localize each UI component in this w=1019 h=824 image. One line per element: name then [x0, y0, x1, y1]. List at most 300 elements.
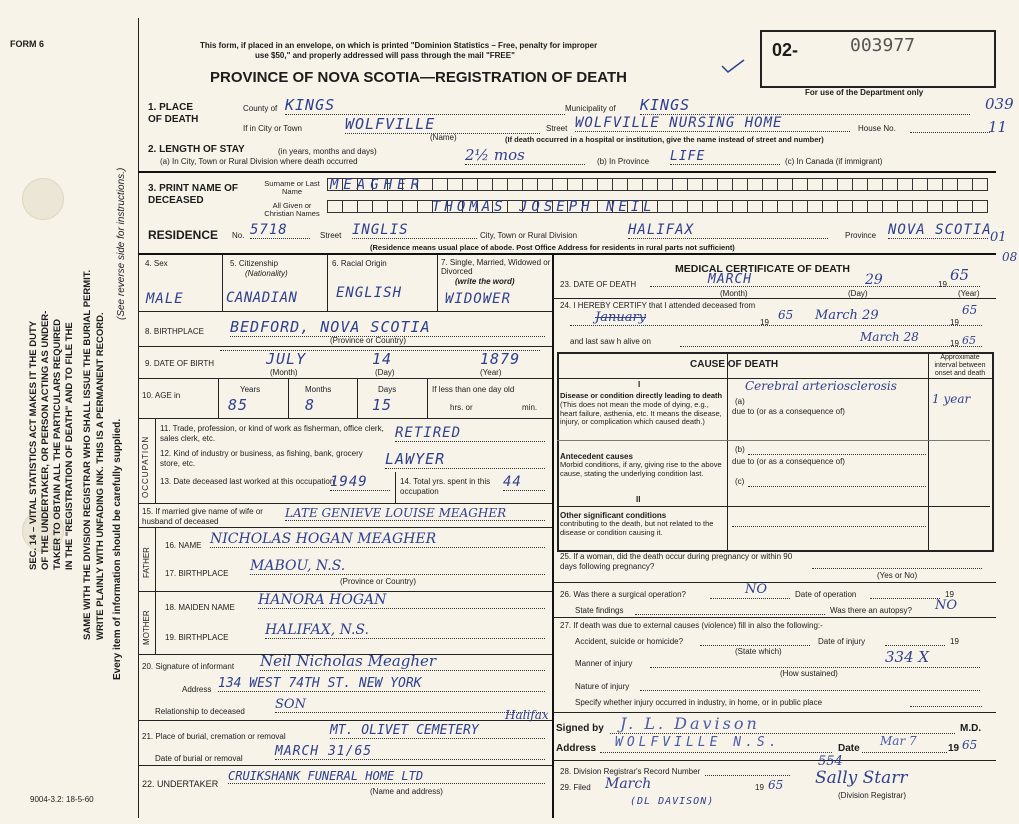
- grid-cell: [688, 200, 703, 213]
- residence-city-value: HALIFAX: [628, 222, 828, 239]
- grid-cell: [793, 200, 808, 213]
- burial-place-value: MT. OLIVET CEMETERY: [330, 723, 545, 739]
- grid-cell: [763, 178, 778, 191]
- certify-to-year: 65: [962, 303, 978, 317]
- age-months-label: Months: [305, 385, 332, 394]
- grid-cell: [823, 200, 838, 213]
- cod-a-value: Cerebral arteriosclerosis: [745, 379, 897, 393]
- grid-cell: [448, 178, 463, 191]
- mother-name-value: HANORA HOGAN: [258, 592, 545, 609]
- informant-label: 20. Signature of informant: [142, 662, 235, 671]
- dob-day: 14: [372, 350, 393, 368]
- grid-cell: [598, 178, 613, 191]
- residence-no-label: No.: [232, 231, 245, 240]
- rule-after-26: [553, 617, 996, 618]
- grid-cell: [733, 178, 748, 191]
- accident-label: Accident, suicide or homicide?: [575, 637, 684, 646]
- certify-line-1: [570, 325, 982, 326]
- md-label: M.D.: [960, 723, 982, 734]
- side-text-6: WRITE PLAINLY WITH UNFADING INK. THIS IS A PERMANENT RECORD.: [95, 312, 106, 640]
- spouse-label: 15. If married give name of wife or husband of deceased: [142, 507, 263, 526]
- occupation-a14: 44: [503, 474, 545, 491]
- dept-code-2: 11: [988, 118, 1008, 136]
- cod-c-line: [748, 486, 926, 487]
- father-birthplace-sub: (Province or Country): [340, 577, 417, 586]
- dob-month: JULY: [266, 350, 307, 368]
- county-label: County of: [243, 104, 278, 113]
- occupation-side-divider: [155, 418, 156, 503]
- cod-antecedent-note: Morbid conditions, if any, giving rise to the above cause, stating the underlying condition last.: [560, 460, 722, 478]
- filed-year-prefix: 19: [755, 783, 764, 792]
- residence-label: RESIDENCE: [148, 228, 219, 242]
- side-text-1: SEC. 14 – VITAL STATISTICS ACT MAKES IT THE DUTY: [28, 320, 39, 570]
- specify-line: [910, 706, 982, 707]
- cod-due-to-1: due to (or as a consequence of): [732, 407, 845, 416]
- grid-cell: [418, 200, 433, 213]
- cod-antecedent-label: Antecedent causes: [560, 452, 633, 461]
- citizenship-sub: (Nationality): [245, 269, 288, 278]
- grid-cell: [868, 178, 883, 191]
- age-div-4: [427, 378, 428, 418]
- citizenship-label: 5. Citizenship: [230, 259, 279, 268]
- death-date-year: 65: [950, 266, 970, 284]
- record-number: 554: [818, 754, 843, 769]
- operation-year-prefix: 19: [945, 590, 954, 599]
- mother-side-divider: [155, 591, 156, 654]
- burial-date-value: MARCH 31/65: [275, 744, 545, 760]
- grid-cell: [778, 178, 793, 191]
- cod-rule-part2: [557, 506, 990, 507]
- autopsy-value: NO: [935, 598, 958, 613]
- surname-grid: [327, 178, 988, 191]
- mother-birthplace-label: 19. BIRTHPLACE: [165, 633, 229, 642]
- rule-after-14: [138, 503, 552, 504]
- rule-after-25: [553, 582, 996, 583]
- dob-year: 1879: [480, 350, 521, 368]
- racial-origin-value: ENGLISH: [336, 285, 403, 301]
- manner-label: Manner of injury: [575, 659, 633, 668]
- relationship-label: Relationship to deceased: [155, 707, 245, 716]
- death-registration-form: FORM 6 SEC. 14 – VITAL STATISTICS ACT MAKES IT THE DUTY OF THE UNDERTAKER, OR PERSON ACTING AS UNDER- TAKER TO OBTAIN ALL THE PARTICULARS REQUIRED IN THE "REGISTRATION OF DEATH" AND TO FILE THE SAME WITH THE DIVISION REGISTRAR WHO SHALL ISSUE THE BURIAL PERMIT. WRITE PLAINLY WITH UNFADING INK. THIS IS A PERMANENT RECORD. Every item of information should be carefully supplied. (See reverse side for instructions.) This form, if placed in an envelope, on which is printed "Dominion Statistics – Free, penalty for improper use $50," and properly addressed will pass through the mail "FREE" PROVINCE OF NOVA SCOTIA—REGISTRATION OF DEATH 02- 003977 For use of the Department only 039 11 01 08 1. PLACE OF DEATH County of KINGS Municipality of KINGS If in City or Town WOLFVILLE (Name) Street WOLFVILLE NURSING HOME House No. (If death occurred in a hospital or institution, give the name instead of street and number) 2. LENGTH OF STAY (in years, months and days) (a) In City, Town or Rural Division where death occurred 2½ mos (b) In Province LIFE (c) In Canada (if immigrant) 3. PRINT NAME OF DECEASED Surname or Last Name MEAGHER All Given or Christian Names THOMAS JOSEPH NEIL RESIDENCE No. 5718 Street INGLIS City, Town or Rural Division HALIFAX Province NOVA SCOTIA (Residence means usual place of abode. Post Office Address for residents in rural parts not sufficient) 4. Sex MALE 5. Citizenship (Nationality) CANADIAN 6. Racial Origin ENGLISH 7. Single, Married, Widowed or Divorced (write the word) WIDOWER 8. BIRTHPLACE BEDFORD, NOVA SCOTIA (Province or Country) 9. DATE OF BIRTH JULY 14 1879 (Month) (Day) (Year) 10. AGE in Years 85 Months 8 Days 15 If less than one day old hrs. or min. OCCUPATION 11. Trade, profession, or kind of work as fisherman, office clerk, sales clerk, etc. RETIRED 12. Kind of industry or business, as fishing, bank, grocery store, etc. LAWYER 13. Date deceased last worked at this occupation 1949 14. Total yrs. spent in this occupation 44 15. If married give name of wife or husband of deceased LATE GENIEVE LOUISE MEAGHER FATHER 16. NAME NICHOLAS HOGAN MEAGHER 17. BIRTHPLACE MABOU, N.S. (Province or Country) MOTHER 18. MAIDEN NAME HANORA HOGAN 19. BIRTHPLACE HALIFAX, N.S. 20. Signature of informant Neil Nicholas Meagher Address 134 WEST 74TH ST. NEW YORK Relationship to deceased SON 21. Place of burial, cremation or removal MT. OLIVET CEMETERY Halifax Date of burial or removal MARCH 31/65 22. UNDERTAKER CRUIKSHANK FUNERAL HOME LTD (Name and address) 9004-3.2: 18-5-60 MEDICAL CERTIFICATE OF DEATH 23. DATE OF DEATH MARCH 29 19 65 (Month) (Day) (Year) 24. I HEREBY CERTIFY that I attended deceased from January 19 65 March 29 19 65 and last saw h alive on March 28 19 65 CAUSE OF DEATH Approximate interval between onset and death I Disease or condition directly leading to death (This does not mean the mode of dying, e.g., heart failure, asthenia, etc. It means the disease, injury, or complication which caused death.) (a) Cerebral arteriosclerosis 1 year due to (or as a consequence of) (b) due to (or as a consequence of) (c) Antecedent causes Morbid conditions, if any, giving rise to the above cause, stating the underlying condition last. II Other significant conditions contributing to the death, but not related to the disease or condition causing it. 25. If a woman, did the death occur during pregnancy or within 90 days following pregnancy? (Yes or No) 26. Was there a surgical operation? NO Date of operation 19 State findings Was there an autopsy? NO 27. If death was due to external causes (violence) fill in also the following:- Accident, suicide or homicide? (State which) Date of injury 19 Manner of injury 334 X (How sustained) Nature of injury Specify whether injury occurred in industry, in home, or in public place Signed by J. L. Davison M.D. Address WOLFVILLE N.S. Date Mar 7 19 65 28. Division Registrar's Record Number 554 29. Filed March 19 65 Sally Starr (Division Registrar) (DL DAVISON): [0, 0, 1019, 824]
- surgery-line: [710, 598, 790, 599]
- manner-line: [650, 667, 980, 668]
- grid-cell: [838, 200, 853, 213]
- burial-place-note: Halifax: [505, 708, 549, 722]
- citizenship-value: CANADIAN: [226, 290, 298, 306]
- cod-disease-note: (This does not mean the mode of dying, e.g., heart failure, asthenia, etc. It means the disease, injury, or complication which caused death.): [560, 400, 722, 426]
- age-years-value: 85: [228, 396, 249, 414]
- occupation-q11: 11. Trade, profession, or kind of work as fisherman, office clerk, sales clerk, etc.: [160, 424, 384, 443]
- grid-cell: [943, 178, 958, 191]
- residence-city-label: City, Town or Rural Division: [480, 231, 578, 240]
- dob-month-label: (Month): [270, 368, 298, 377]
- record-number-line: [705, 775, 790, 776]
- grid-cell: [643, 178, 658, 191]
- cod-other-label: Other significant conditions: [560, 511, 667, 520]
- father-side-label: FATHER: [142, 547, 151, 578]
- rule-after-20: [138, 720, 552, 721]
- grid-cell: [433, 178, 448, 191]
- record-number-label: 28. Division Registrar's Record Number: [560, 767, 701, 776]
- birthplace-sub: (Province or Country): [330, 336, 407, 345]
- death-day-label: (Day): [848, 289, 868, 298]
- grid-cell: [883, 200, 898, 213]
- stay-a-value: 2½ mos: [465, 146, 585, 165]
- cod-other-line: [732, 526, 926, 527]
- age-div-3: [357, 378, 358, 418]
- residence-note: (Residence means usual place of abode. Post Office Address for residents in rural parts not sufficient): [370, 243, 735, 252]
- cod-b-label: (b): [735, 445, 745, 454]
- occupation-q14: 14. Total yrs. spent in this occupation: [400, 477, 491, 496]
- cod-part-2: II: [636, 495, 641, 504]
- surgery-value: NO: [745, 582, 768, 597]
- dob-year-label: (Year): [480, 368, 502, 377]
- grid-cell: [493, 178, 508, 191]
- grid-cell: [928, 178, 943, 191]
- operation-date-label: Date of operation: [795, 590, 857, 599]
- nature-label: Nature of injury: [575, 682, 630, 691]
- stay-c-label: (c) In Canada (if immigrant): [785, 157, 883, 166]
- nature-line: [640, 690, 980, 691]
- given-names-label: All Given or Christian Names: [264, 201, 320, 218]
- rule-after-27: [553, 712, 996, 713]
- form-title: PROVINCE OF NOVA SCOTIA—REGISTRATION OF DEATH: [210, 69, 627, 86]
- doctor-address-line: [600, 752, 832, 753]
- sex-value: MALE: [146, 291, 184, 307]
- given-names-grid: [327, 200, 988, 213]
- center-divider: [552, 253, 554, 818]
- grid-cell: [703, 200, 718, 213]
- cod-title: CAUSE OF DEATH: [690, 359, 779, 370]
- municipality-value: KINGS: [640, 96, 970, 115]
- given-names-value: THOMAS JOSEPH NEIL: [432, 199, 656, 215]
- grid-cell: [883, 178, 898, 191]
- mother-name-label: 18. MAIDEN NAME: [165, 603, 235, 612]
- grid-cell: [913, 178, 928, 191]
- rule-after-residence: [138, 253, 996, 255]
- cod-b-line: [748, 454, 926, 455]
- specify-label: Specify whether injury occurred in industry, in home, or in public place: [575, 698, 823, 707]
- residence-province-label: Province: [845, 231, 877, 240]
- grid-cell: [748, 200, 763, 213]
- county-value: KINGS: [285, 96, 565, 115]
- occupation-side-label: OCCUPATION: [141, 435, 150, 498]
- city-value: WOLFVILLE: [345, 115, 540, 134]
- age-months-value: 8: [305, 396, 316, 414]
- length-of-stay-sub: (in years, months and days): [278, 147, 377, 156]
- stay-b-label: (b) In Province: [597, 157, 650, 166]
- informant-address: 134 WEST 74TH ST. NEW YORK: [218, 676, 545, 692]
- grid-cell: [868, 200, 883, 213]
- registrar-signature: Sally Starr: [815, 768, 908, 788]
- certify-label: 24. I HEREBY CERTIFY that I attended deceased from: [560, 301, 756, 310]
- grid-cell: [703, 178, 718, 191]
- rule-after-15: [138, 527, 552, 528]
- injury-date-line: [885, 645, 945, 646]
- grid-cell: [403, 200, 418, 213]
- filed-value: March: [605, 776, 652, 792]
- death-year-label: (Year): [958, 289, 980, 298]
- grid-cell: [838, 178, 853, 191]
- check-mark-icon: [720, 58, 746, 74]
- rule-after-23: [553, 298, 996, 299]
- occupation-q13: 13. Date deceased last worked at this occupation: [160, 477, 335, 486]
- last-seen-label: and last saw h alive on: [570, 337, 651, 346]
- grid-cell: [778, 200, 793, 213]
- certify-to: March 29: [815, 308, 879, 323]
- rule-after-signed: [553, 760, 996, 761]
- grid-cell: [898, 178, 913, 191]
- surgery-q: 26. Was there a surgical operation?: [560, 590, 686, 599]
- findings-line: [635, 614, 825, 615]
- father-birthplace-value: MABOU, N.S.: [250, 558, 545, 575]
- father-name-label: 16. NAME: [165, 541, 202, 550]
- grid-cell: [913, 200, 928, 213]
- stay-b-value: LIFE: [670, 149, 780, 165]
- cod-part-1: I: [638, 380, 641, 389]
- doctor-date-label: Date: [838, 743, 860, 754]
- father-name-value: NICHOLAS HOGAN MEAGHER: [210, 531, 545, 548]
- side-text-2: OF THE UNDERTAKER, OR PERSON ACTING AS UNDER-: [40, 310, 51, 570]
- grid-cell: [523, 178, 538, 191]
- marital-value: WIDOWER: [445, 291, 512, 307]
- grid-cell: [763, 200, 778, 213]
- reg-number: 003977: [850, 35, 916, 56]
- death-date-month: MARCH: [708, 272, 753, 287]
- undertaker-value: CRUIKSHANK FUNERAL HOME LTD: [228, 769, 545, 784]
- grid-cell: [958, 178, 973, 191]
- mother-birthplace-value: HALIFAX, N.S.: [265, 622, 545, 639]
- how-sustained: (How sustained): [780, 669, 838, 678]
- racial-origin-label: 6. Racial Origin: [332, 259, 387, 268]
- grid-cell: [853, 178, 868, 191]
- dept-code-4: 08: [1002, 250, 1018, 264]
- surname-label: Surname or Last Name: [264, 179, 320, 196]
- residence-province-value: NOVA SCOTIA: [888, 222, 992, 238]
- grid-cell: [463, 178, 478, 191]
- cod-col-2: [928, 352, 929, 550]
- informant-address-label: Address: [182, 685, 212, 694]
- autopsy-label: Was there an autopsy?: [830, 606, 912, 615]
- age-days-value: 15: [372, 396, 393, 414]
- external-q: 27. If death was due to external causes (violence) fill in also the following:-: [560, 621, 823, 630]
- side-text-4: IN THE "REGISTRATION OF DEATH" AND TO FILE THE: [64, 322, 75, 570]
- grid-cell: [928, 200, 943, 213]
- rule-after-8: [138, 346, 552, 347]
- manner-code: 334 X: [885, 648, 930, 666]
- residence-street-value: INGLIS: [352, 222, 477, 239]
- length-of-stay-label: 2. LENGTH OF STAY: [148, 144, 245, 155]
- doctor-date-year: 65: [962, 738, 978, 752]
- registration-number-box: [760, 30, 996, 88]
- side-text-5: SAME WITH THE DIVISION REGISTRAR WHO SHALL ISSUE THE BURIAL PERMIT.: [82, 269, 93, 640]
- house-no-value: [910, 132, 990, 133]
- hospital-note: (If death occurred in a hospital or institution, give the name instead of street and number): [505, 135, 824, 144]
- age-days-label: Days: [378, 385, 397, 394]
- death-date-label: 23. DATE OF DEATH: [560, 280, 637, 289]
- occupation-divider-13-14: [395, 472, 396, 503]
- burial-place-label: 21. Place of burial, cremation or removal: [142, 732, 286, 741]
- cod-a-interval: 1 year: [932, 392, 971, 406]
- signed-value: J. L. Davison: [620, 714, 760, 733]
- side-text-8: (See reverse side for instructions.): [116, 167, 127, 320]
- filed-label: 29. Filed: [560, 783, 591, 792]
- father-side-divider: [155, 527, 156, 591]
- age-years-label: Years: [240, 385, 261, 394]
- cod-other-note: contributing to the death, but not related to the disease or condition causing it.: [560, 519, 714, 537]
- residence-no-value: 5718: [250, 222, 310, 239]
- pregnancy-sub: (Yes or No): [877, 571, 918, 580]
- grid-cell: [823, 178, 838, 191]
- injury-date-label: Date of injury: [818, 637, 866, 646]
- occupation-a13: 1949: [330, 474, 390, 491]
- municipality-label: Municipality of: [565, 104, 616, 113]
- divider-6-7: [437, 255, 438, 311]
- cod-disease-label: Disease or condition directly leading to death: [560, 391, 723, 400]
- undertaker-sub: (Name and address): [370, 787, 443, 796]
- grid-cell: [328, 200, 343, 213]
- doctor-date: Mar 7: [880, 734, 917, 748]
- age-label: 10. AGE in: [142, 391, 181, 400]
- grid-cell: [478, 178, 493, 191]
- city-name-label: (Name): [430, 133, 457, 142]
- grid-cell: [808, 178, 823, 191]
- grid-cell: [688, 178, 703, 191]
- age-less-label: If less than one day old: [432, 385, 515, 394]
- print-code: 9004-3.2: 18-5-60: [30, 795, 94, 804]
- age-div-2: [288, 378, 289, 418]
- sex-label: 4. Sex: [145, 259, 168, 268]
- injury-year-prefix: 19: [950, 637, 959, 646]
- relationship-value: SON: [275, 697, 545, 713]
- side-text-7: Every item of information should be carefully supplied.: [112, 418, 123, 680]
- grid-cell: [553, 178, 568, 191]
- grid-cell: [343, 200, 358, 213]
- pregnancy-line: [812, 568, 982, 569]
- grid-cell: [628, 178, 643, 191]
- last-seen-value: March 28: [860, 330, 919, 344]
- rule-after-10: [138, 418, 552, 419]
- age-div-1: [218, 378, 219, 418]
- grid-cell: [658, 178, 673, 191]
- mother-side-label: MOTHER: [142, 610, 151, 645]
- grid-cell: [583, 178, 598, 191]
- side-text-3: TAKER TO OBTAIN ALL THE PARTICULARS REQUIRED: [52, 318, 63, 570]
- grid-cell: [568, 178, 583, 191]
- findings-label: State findings: [575, 606, 624, 615]
- operation-date-line: [870, 598, 940, 599]
- grid-cell: [748, 178, 763, 191]
- birthplace-value: BEDFORD, NOVA SCOTIA: [230, 318, 545, 337]
- occupation-q12: 12. Kind of industry or business, as fishing, bank, grocery store, etc.: [160, 449, 363, 468]
- dob-day-label: (Day): [375, 368, 395, 377]
- marital-label: 7. Single, Married, Widowed or Divorced: [441, 258, 551, 276]
- grid-cell: [733, 200, 748, 213]
- state-which: (State which): [735, 647, 782, 656]
- cod-col-1: [727, 352, 728, 550]
- street-label: Street: [546, 124, 568, 133]
- grid-cell: [718, 178, 733, 191]
- cod-a-label: (a): [735, 397, 745, 406]
- dob-label: 9. DATE OF BIRTH: [145, 359, 215, 368]
- cod-interval-label: Approximate interval between onset and death: [934, 354, 986, 377]
- grid-cell: [793, 178, 808, 191]
- doctor-address-label: Address: [556, 743, 597, 754]
- reg-number-prefix: 02-: [772, 40, 799, 60]
- stay-a-label: (a) In City, Town or Rural Division where death occurred: [160, 157, 358, 166]
- grid-cell: [358, 200, 373, 213]
- grid-cell: [973, 200, 988, 213]
- burial-date-label: Date of burial or removal: [155, 754, 243, 763]
- informant-signature: Neil Nicholas Meagher: [260, 652, 545, 671]
- certify-from: January: [595, 310, 647, 325]
- grid-cell: [853, 200, 868, 213]
- grid-cell: [973, 178, 988, 191]
- grid-cell: [673, 178, 688, 191]
- cod-due-to-2: due to (or as a consequence of): [732, 457, 845, 466]
- divider-5-6: [327, 255, 328, 311]
- birthplace-label: 8. BIRTHPLACE: [145, 327, 204, 336]
- signed-label: Signed by: [556, 723, 604, 734]
- surname-value: MEAGHER: [330, 177, 425, 193]
- doctor-date-line: [862, 752, 947, 753]
- undertaker-label: 22. UNDERTAKER: [142, 779, 219, 789]
- dept-code-3: 01: [990, 230, 1007, 245]
- form-id: FORM 6: [10, 39, 45, 49]
- death-date-line: [650, 286, 980, 287]
- marital-sub: (write the word): [455, 277, 515, 286]
- cod-rule-b-top: [557, 440, 990, 441]
- death-month-label: (Month): [720, 289, 748, 298]
- occupation-a12: LAWYER: [385, 450, 545, 469]
- grid-cell: [388, 200, 403, 213]
- occupation-a11: RETIRED: [395, 425, 545, 442]
- dept-code-1: 039: [985, 95, 1014, 113]
- father-birthplace-label: 17. BIRTHPLACE: [165, 569, 229, 578]
- age-min-label: min.: [522, 403, 538, 412]
- place-of-death-label: 1. PLACE OF DEATH: [148, 102, 199, 125]
- rule-after-9: [138, 378, 552, 379]
- residence-street-label: Street: [320, 231, 342, 240]
- grid-cell: [673, 200, 688, 213]
- street-value: WOLFVILLE NURSING HOME: [575, 115, 850, 132]
- grid-cell: [613, 178, 628, 191]
- grid-cell: [718, 200, 733, 213]
- grid-cell: [658, 200, 673, 213]
- grid-cell: [373, 200, 388, 213]
- cod-c-label: (c): [735, 477, 745, 486]
- print-name-label: 3. PRINT NAME OF DECEASED: [148, 183, 239, 206]
- registrar-label: (Division Registrar): [838, 791, 907, 800]
- doctor-name-note: (DL DAVISON): [630, 796, 715, 807]
- medical-title: MEDICAL CERTIFICATE OF DEATH: [675, 263, 850, 275]
- rule-after-7: [138, 311, 552, 312]
- age-hrs-label: hrs. or: [450, 403, 473, 412]
- rule-after-21: [138, 765, 552, 766]
- pregnancy-q: 25. If a woman, did the death occur during pregnancy or within 90 days following pregnancy?: [560, 552, 793, 571]
- envelope-note-2: use $50," and properly addressed will pass through the mail "FREE": [255, 51, 515, 60]
- last-seen-line: [680, 346, 982, 347]
- doctor-address: WOLFVILLE N.S.: [615, 735, 781, 750]
- envelope-note-1: This form, if placed in an envelope, on which is printed "Dominion Statistics – Free, penalty for improper: [200, 41, 598, 50]
- rule-after-s2: [138, 171, 996, 173]
- divider-4-5: [222, 255, 223, 311]
- grid-cell: [538, 178, 553, 191]
- death-date-day: 29: [865, 272, 883, 288]
- last-seen-year: 65: [962, 334, 976, 347]
- certify-from-year: 65: [778, 308, 794, 322]
- city-label: If in City or Town: [243, 124, 302, 133]
